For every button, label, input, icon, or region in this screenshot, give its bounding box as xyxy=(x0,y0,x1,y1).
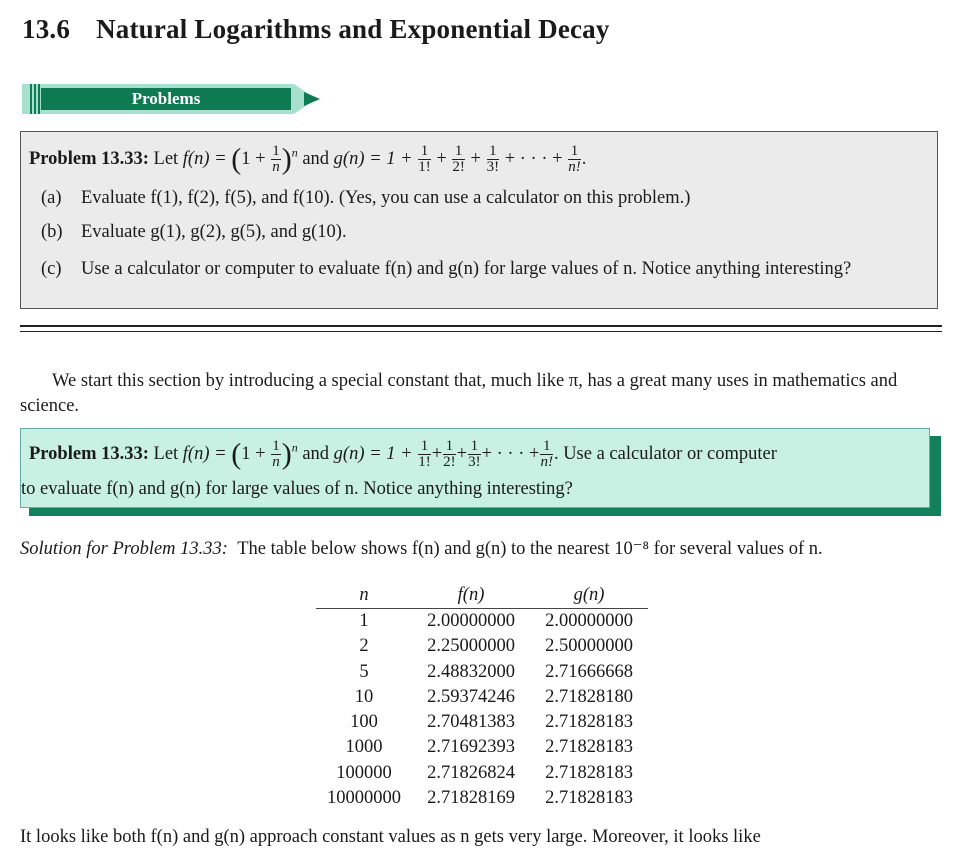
exponent: n xyxy=(291,440,298,455)
den: 3! xyxy=(486,159,500,175)
part-label: (c) xyxy=(41,259,62,279)
num: 1 xyxy=(272,438,280,454)
table-cell: 5 xyxy=(359,661,369,682)
den: 3! xyxy=(468,454,481,470)
table-cell: 2.00000000 xyxy=(545,611,633,631)
table-cell: 1000 xyxy=(345,737,383,758)
table-cell: 2 xyxy=(359,636,369,657)
table-cell: 2.59374246 xyxy=(427,686,515,707)
table-row xyxy=(316,685,648,710)
table-cell: 1 xyxy=(359,611,369,631)
table-cell: 2.71828180 xyxy=(545,686,633,707)
header-n: n xyxy=(359,585,369,605)
ellipsis: + · · · + xyxy=(504,148,563,169)
table-cell: 2.71692393 xyxy=(427,737,515,758)
den: n! xyxy=(540,454,553,470)
den: n xyxy=(272,454,280,470)
num: 1 xyxy=(418,439,431,455)
text: and xyxy=(302,148,330,169)
g-def: g(n) = 1 + xyxy=(333,148,413,169)
table-cell: 100 xyxy=(350,712,378,733)
table-row xyxy=(316,735,648,760)
table-row xyxy=(316,634,648,659)
num: 1 xyxy=(443,439,456,455)
table-cell: 2.48832000 xyxy=(427,661,515,682)
text: 1 + xyxy=(241,443,266,464)
table-cell: 2.71826824 xyxy=(427,762,515,783)
den: 1! xyxy=(418,454,431,470)
header-g: g(n) xyxy=(573,585,605,605)
den: 1! xyxy=(418,159,431,175)
part-label: (b) xyxy=(41,222,63,242)
paren: ) xyxy=(281,437,292,471)
text: 1 + xyxy=(241,148,266,169)
text: Let xyxy=(153,443,179,464)
table-cell: 2.50000000 xyxy=(545,636,633,657)
section-number: 13.6 xyxy=(22,14,71,44)
problem-restated-line1 xyxy=(29,439,777,470)
table-cell: 2.71666668 xyxy=(545,661,633,682)
values-table xyxy=(316,585,648,811)
ellipsis: + · · · + xyxy=(481,443,540,464)
problem-part-b xyxy=(41,222,347,243)
table-header xyxy=(316,585,648,609)
table-row xyxy=(316,786,648,811)
fraction xyxy=(271,144,281,175)
problem-statement xyxy=(29,144,586,175)
paren: ( xyxy=(231,437,242,471)
fraction xyxy=(418,439,431,470)
num: 1 xyxy=(468,439,481,455)
table-cell: 2.71828183 xyxy=(545,762,633,783)
period: . xyxy=(581,148,587,169)
part-text: Use a calculator or computer to evaluate f(n) and g(n) for large values of n. Notice anything interesting? xyxy=(81,259,852,279)
problem-restated-line2: to evaluate f(n) and g(n) for large values of n. Notice anything interesting? xyxy=(21,479,573,499)
table-cell: 2.71828183 xyxy=(545,788,633,809)
num: 1 xyxy=(568,144,581,160)
num: 1 xyxy=(540,439,553,455)
num: 1 xyxy=(452,144,465,160)
divider xyxy=(20,325,942,327)
fraction xyxy=(418,144,431,175)
intro-paragraph: We start this section by introducing a special constant that, much like π, has a great many uses in mathematics and science. xyxy=(20,371,898,416)
den: n xyxy=(272,159,280,175)
text: and xyxy=(302,443,330,464)
header-f: f(n) xyxy=(457,585,485,605)
den: n! xyxy=(568,159,581,175)
part-text: Evaluate g(1), g(2), g(5), and g(10). xyxy=(81,222,347,242)
num: 1 xyxy=(418,144,431,160)
num: 1 xyxy=(272,143,280,159)
table-row xyxy=(316,710,648,735)
text: Let xyxy=(153,148,179,169)
plus: + xyxy=(431,443,443,464)
table-cell: 100000 xyxy=(336,762,392,783)
solution-paragraph xyxy=(20,537,942,562)
plus: + xyxy=(436,148,447,169)
divider xyxy=(20,331,942,332)
table-row xyxy=(316,660,648,685)
fraction xyxy=(540,439,553,470)
fraction xyxy=(487,144,500,175)
table-cell: 2.25000000 xyxy=(427,636,515,657)
solution-label: Solution for Problem 13.33: xyxy=(20,539,228,559)
problem-part-a xyxy=(41,188,691,209)
problem-heading: Problem 13.33: xyxy=(29,443,149,464)
banner-label: Problems xyxy=(41,88,291,110)
g-def: g(n) = 1 + xyxy=(333,443,413,464)
fraction xyxy=(271,439,281,470)
table-cell: 2.71828169 xyxy=(427,788,515,809)
paren: ( xyxy=(231,142,242,176)
f-def: f(n) = xyxy=(182,148,227,169)
section-title xyxy=(22,14,610,45)
table-body xyxy=(316,609,648,811)
table-cell: 2.71828183 xyxy=(545,712,633,733)
table-row xyxy=(316,761,648,786)
fraction xyxy=(568,144,581,175)
pencil-stripe xyxy=(34,84,36,114)
table-cell: 10000000 xyxy=(327,788,401,809)
table-cell: 2.00000000 xyxy=(427,611,515,631)
part-text: Evaluate f(1), f(2), f(5), and f(10). (Yes, you can use a calculator on this problem.) xyxy=(81,188,691,208)
fraction xyxy=(452,144,465,175)
fraction xyxy=(443,439,456,470)
num: 1 xyxy=(487,144,500,160)
f-def: f(n) = xyxy=(182,443,227,464)
arrow-icon xyxy=(304,92,320,106)
solution-text: The table below shows f(n) and g(n) to the nearest 10⁻⁸ for several values of n. xyxy=(237,539,823,559)
part-label: (a) xyxy=(41,188,62,208)
problem-restated-box xyxy=(20,428,930,508)
exponent: n xyxy=(291,145,298,160)
plus: + xyxy=(456,443,468,464)
den: 2! xyxy=(443,454,456,470)
fraction xyxy=(468,439,481,470)
plus: + xyxy=(470,148,481,169)
table-cell: 2.71828183 xyxy=(545,737,633,758)
table-cell: 2.70481383 xyxy=(427,712,515,733)
table-row xyxy=(316,609,648,634)
paren: ) xyxy=(281,142,292,176)
problem-part-c xyxy=(41,256,852,282)
closing-paragraph: It looks like both f(n) and g(n) approach constant values as n gets very large. Moreover, it looks like xyxy=(20,827,761,847)
pencil-stripe xyxy=(38,84,40,114)
problem-box xyxy=(20,131,938,309)
pencil-stripe xyxy=(30,84,32,114)
text: . Use a calculator or computer xyxy=(553,443,777,464)
den: 2! xyxy=(452,159,465,175)
section-heading: Natural Logarithms and Exponential Decay xyxy=(96,14,610,44)
table-cell: 10 xyxy=(354,686,374,707)
problem-heading: Problem 13.33: xyxy=(29,148,149,169)
problems-banner xyxy=(22,84,322,114)
